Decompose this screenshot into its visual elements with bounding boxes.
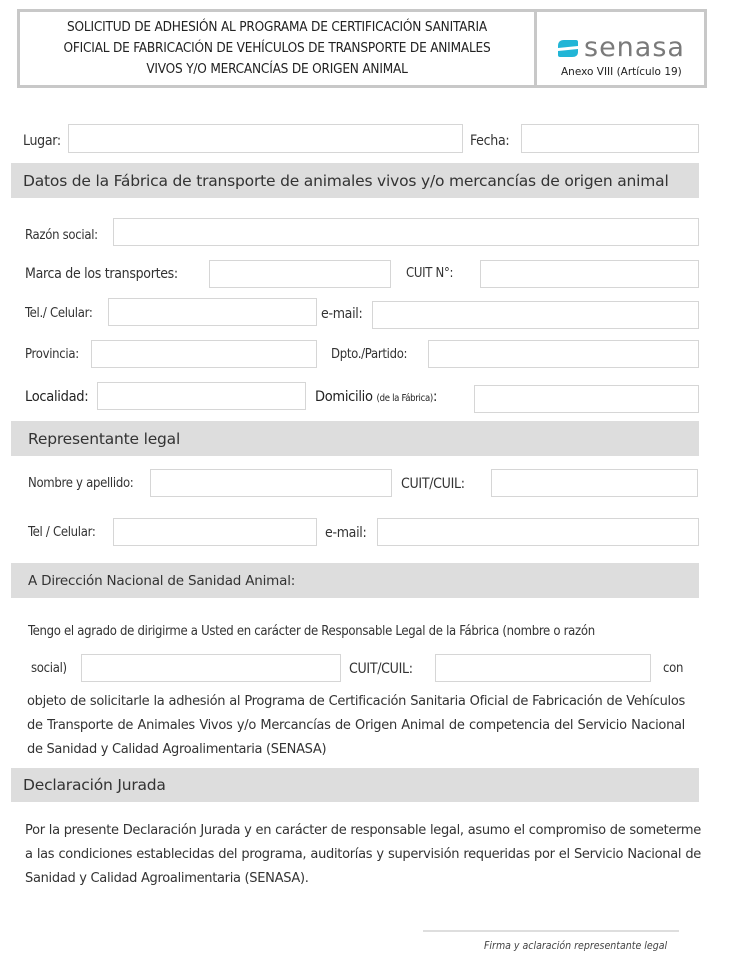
section-header-representante: Representante legal	[11, 421, 699, 456]
cuit-cuil-direccion-label: CUIT/CUIL:	[349, 661, 413, 677]
cuit-fabrica-field[interactable]	[480, 260, 699, 288]
nombre-apellido-field[interactable]	[150, 469, 392, 497]
domicilio-colon: :	[432, 389, 438, 405]
nombre-apellido-label: Nombre y apellido:	[28, 476, 134, 491]
con-label: con	[663, 661, 684, 676]
provincia-field[interactable]	[91, 340, 317, 368]
annex-label: Anexo VIII (Artículo 19)	[561, 66, 682, 78]
lugar-label: Lugar:	[23, 133, 61, 149]
cuit-cuil-representante-label: CUIT/CUIL:	[401, 476, 465, 492]
form-title-line: SOLICITUD DE ADHESIÓN AL PROGRAMA DE CERTIFICACIÓN SANITARIA	[67, 19, 487, 35]
section-header-declaracion: Declaración Jurada	[11, 768, 699, 802]
tel-representante-label: Tel / Celular:	[28, 525, 96, 540]
dpto-partido-field[interactable]	[428, 340, 699, 368]
email-fabrica-field[interactable]	[372, 301, 699, 329]
tel-representante-field[interactable]	[113, 518, 317, 546]
senasa-logo-mark-icon	[558, 39, 578, 58]
signature-line[interactable]	[423, 930, 679, 932]
fecha-field[interactable]	[521, 124, 699, 153]
declaracion-body-text: Por la presente Declaración Jurada y en carácter de responsable legal, asumo el compromiso de someterme a las condiciones establecidas del programa, auditorías y supervisión requeridas por el Servicio Nacional de Sanidad y Calidad Agroalimentaria (SENASA).	[25, 823, 701, 886]
cuit-fabrica-label: CUIT N°:	[406, 266, 454, 281]
localidad-label: Localidad:	[25, 389, 89, 405]
fecha-label: Fecha:	[470, 133, 510, 149]
dpto-partido-label: Dpto./Partido:	[331, 347, 408, 362]
direccion-intro-text: Tengo el agrado de dirigirme a Usted en carácter de Responsable Legal de la Fábrica (nombre o razón	[28, 624, 595, 639]
form-title-line: OFICIAL DE FABRICACIÓN DE VEHÍCULOS DE TRANSPORTE DE ANIMALES	[63, 40, 491, 56]
domicilio-label	[315, 389, 437, 405]
razon-social-field[interactable]	[113, 218, 699, 246]
domicilio-note: (de la Fábrica)	[376, 393, 433, 404]
tel-fabrica-label: Tel./ Celular:	[25, 306, 93, 321]
cuit-cuil-representante-field[interactable]	[491, 469, 698, 497]
header-divider	[534, 12, 537, 85]
form-title-line: VIVOS Y/O MERCANCÍAS DE ORIGEN ANIMAL	[146, 61, 408, 77]
provincia-label: Provincia:	[25, 347, 79, 362]
domicilio-label-text: Domicilio	[315, 389, 373, 405]
lugar-field[interactable]	[68, 124, 463, 153]
razon-social-label: Razón social:	[25, 228, 98, 243]
direccion-body-text: objeto de solicitarle la adhesión al Programa de Certificación Sanitaria Oficial de Fabricación de Vehículos de Transporte de Animales Vivos y/o Mercancías de Origen Animal de competencia del Servicio Nacional de Sanidad y Calidad Agroalimentaria (SENASA)	[27, 694, 685, 757]
section-header-fabrica: Datos de la Fábrica de transporte de animales vivos y/o mercancías de origen animal	[11, 163, 699, 198]
marca-transportes-label: Marca de los transportes:	[25, 266, 178, 282]
senasa-logo-text: senasa	[584, 32, 685, 63]
email-representante-field[interactable]	[377, 518, 699, 546]
cuit-cuil-direccion-field[interactable]	[435, 654, 651, 682]
senasa-logo	[558, 33, 685, 63]
domicilio-field[interactable]	[474, 385, 699, 413]
form-title	[20, 12, 534, 85]
social-label: social)	[31, 661, 67, 676]
email-representante-label: e-mail:	[325, 525, 367, 541]
marca-transportes-field[interactable]	[209, 260, 391, 288]
signature-label: Firma y aclaración representante legal	[484, 940, 668, 952]
email-fabrica-label: e-mail:	[321, 306, 363, 322]
razon-social-direccion-field[interactable]	[81, 654, 341, 682]
tel-fabrica-field[interactable]	[108, 298, 317, 326]
section-header-direccion: A Dirección Nacional de Sanidad Animal:	[11, 563, 699, 598]
localidad-field[interactable]	[97, 382, 306, 410]
